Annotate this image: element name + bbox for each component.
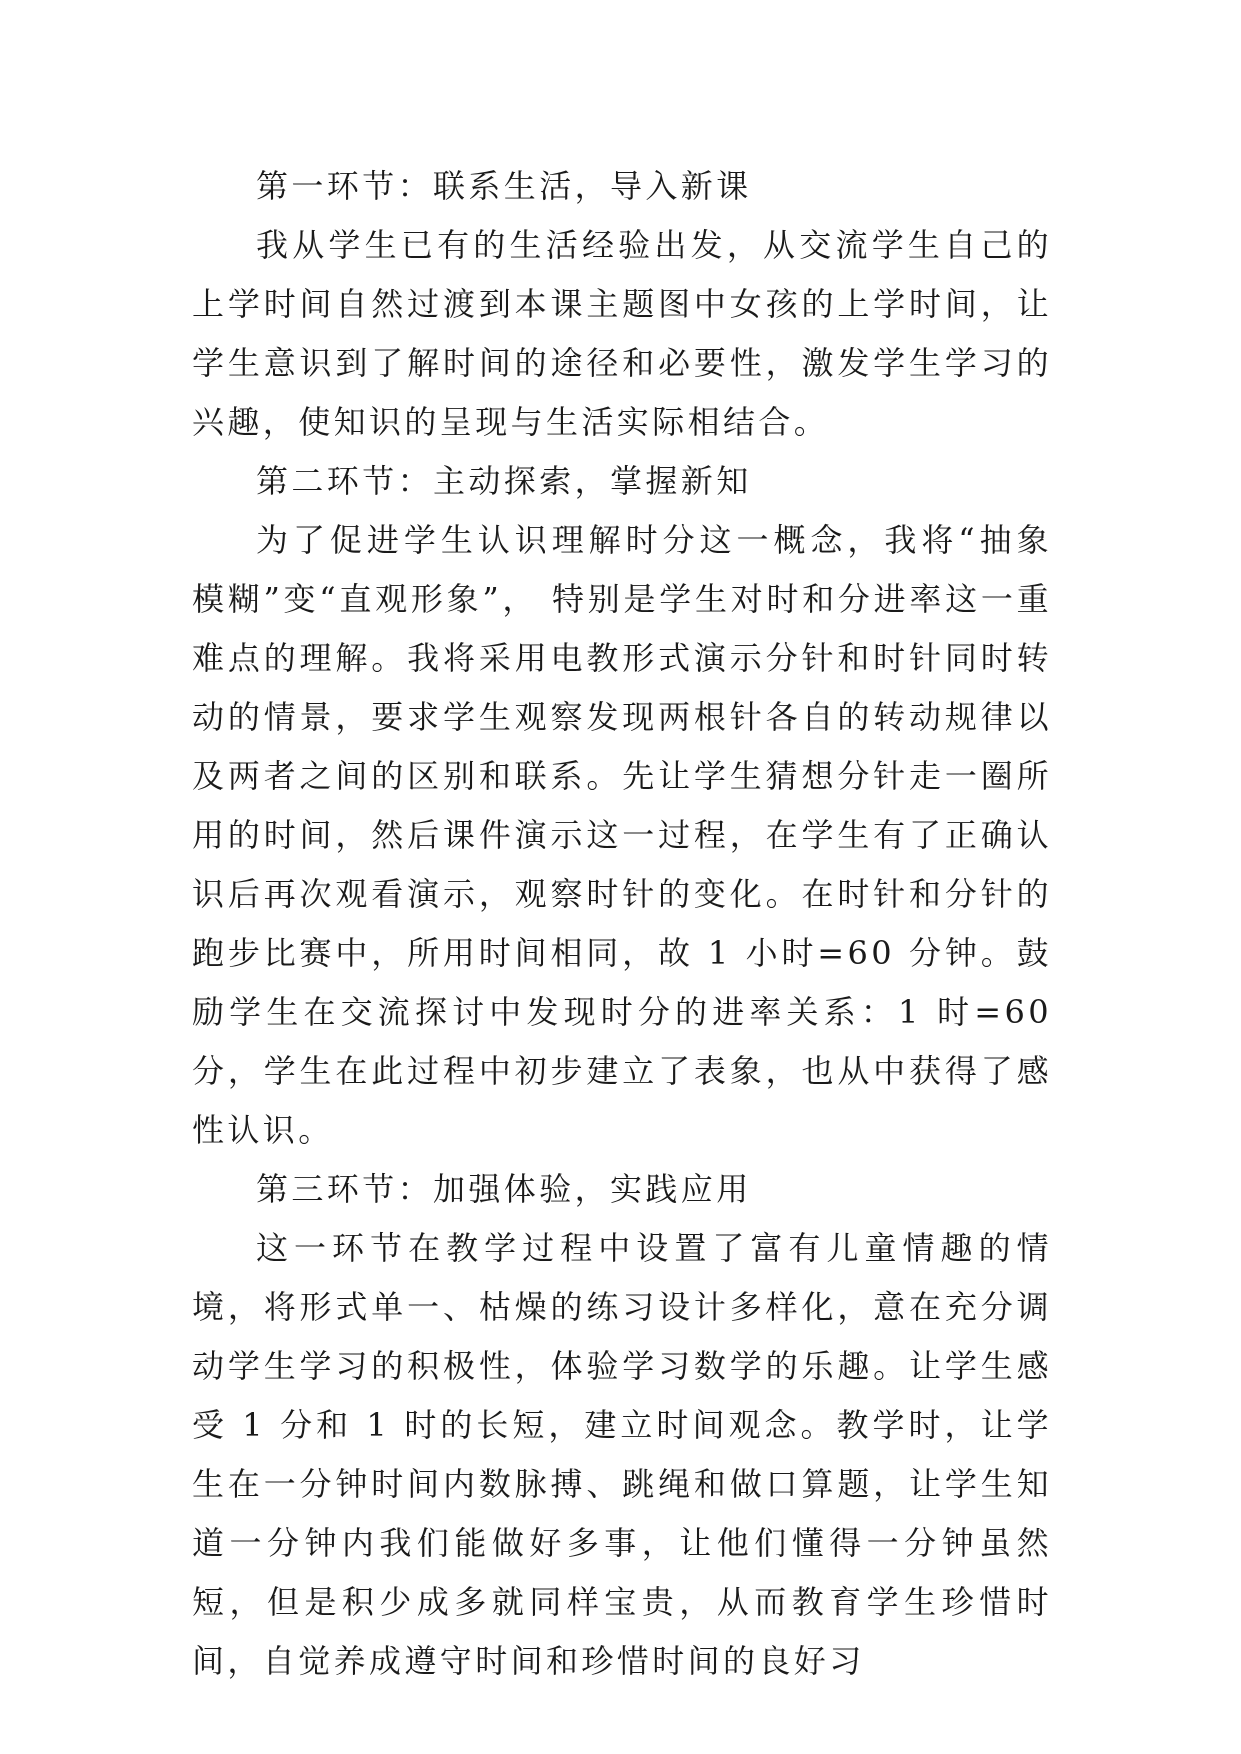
section-heading-1: 第一环节：联系生活，导入新课 [256,167,752,205]
document-body [192,157,1052,1691]
paragraph-3: 这一环节在教学过程中设置了富有儿童情趣的情境，将形式单一、枯燥的练习设计多样化，意在充分调动学生学习的积极性，体验学习数学的乐趣。让学生感受 1 分和 1 时的长短，建立时间观念。教学时，让学生在一分钟时间内数脉搏、跳绳和做口算题，让学生知道一分钟内我们能做好多事，让他们懂得一分钟虽然短，但是积少成多就同样宝贵，从而教育学生珍惜时间，自觉养成遵守时间和珍惜时间的良好习 [192,1229,1052,1680]
paragraph-2: 为了促进学生认识理解时分这一概念，我将“抽象模糊”变“直观形象”， 特别是学生对时和分进率这一重难点的理解。我将采用电教形式演示分针和时针同时转动的情景，要求学生观察发现两根针各自的转动规律以及两者之间的区别和联系。先让学生猜想分针走一圈所用的时间，然后课件演示这一过程，在学生有了正确认识后再次观看演示，观察时针的变化。在时针和分针的跑步比赛中，所用时间相同，故 1 小时=60 分钟。鼓励学生在交流探讨中发现时分的进率关系：1 时=60 分，学生在此过程中初步建立了表象，也从中获得了感性认识。 [192,521,1052,1149]
section-heading-2: 第二环节：主动探索，掌握新知 [256,462,752,500]
section-heading-3: 第三环节：加强体验，实践应用 [256,1170,752,1208]
paragraph-1: 我从学生已有的生活经验出发，从交流学生自己的上学时间自然过渡到本课主题图中女孩的上学时间，让学生意识到了解时间的途径和必要性，激发学生学习的兴趣，使知识的呈现与生活实际相结合。 [192,226,1052,441]
